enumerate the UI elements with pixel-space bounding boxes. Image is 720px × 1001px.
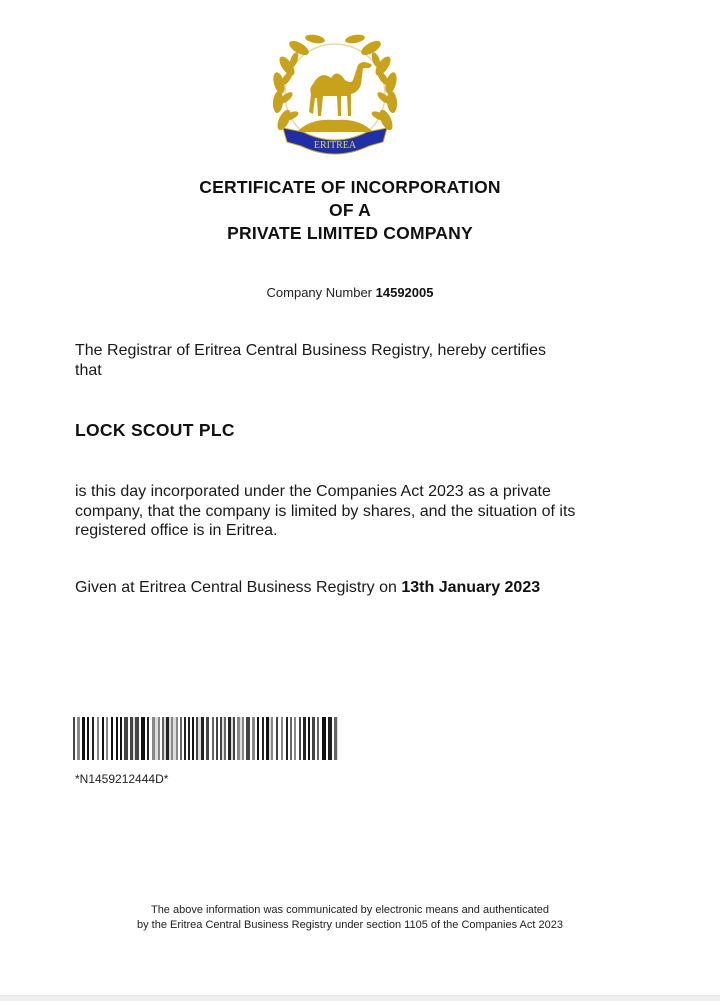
footer-line-1: The above information was communicated by electronic means and authenticated <box>150 904 550 916</box>
given-prefix: Given at Eritrea Central Business Registry on <box>75 579 397 596</box>
incorporation-date: 13th January 2023 <box>401 579 541 596</box>
title-line-3: PRIVATE LIMITED COMPANY <box>227 223 473 243</box>
certificate-title <box>0 176 700 245</box>
incorporation-line-1: is this day incorporated under the Companies Act 2023 as a private <box>75 483 551 500</box>
eritrea-coat-of-arms-icon <box>265 28 405 168</box>
certifies-line-1: The Registrar of Eritrea Central Business Registry, hereby certifies <box>75 342 546 359</box>
company-name: LOCK SCOUT PLC <box>75 420 235 440</box>
title-line-2: OF A <box>329 200 371 220</box>
company-number <box>0 285 700 300</box>
company-number-value: 14592005 <box>375 285 434 300</box>
footer-line-2: by the Eritrea Central Business Registry under section 1105 of the Companies Act 2023 <box>137 919 563 931</box>
certifies-line-2: that <box>75 361 102 379</box>
barcode <box>73 717 338 760</box>
certifies-paragraph <box>75 341 635 380</box>
page-bottom-edge <box>0 995 720 1001</box>
given-at-paragraph <box>75 578 635 598</box>
title-line-1: CERTIFICATE OF INCORPORATION <box>199 177 501 197</box>
incorporation-paragraph <box>75 482 635 541</box>
incorporation-line-3: registered office is in Eritrea. <box>75 522 278 539</box>
company-number-label: Company Number <box>266 285 373 300</box>
svg-text:ERITREA: ERITREA <box>313 140 357 151</box>
authentication-footer <box>0 903 700 933</box>
incorporation-line-2: company, that the company is limited by shares, and the situation of its <box>75 502 576 520</box>
barcode-text: *N1459212444D* <box>75 772 169 786</box>
